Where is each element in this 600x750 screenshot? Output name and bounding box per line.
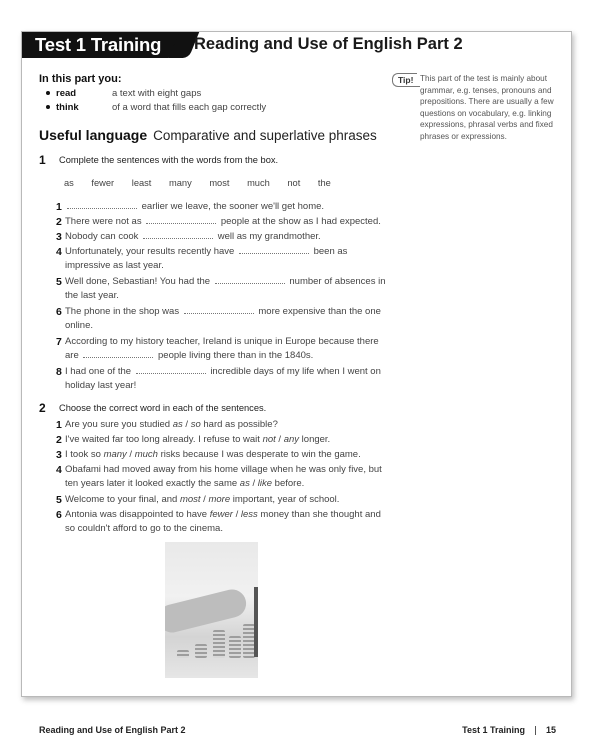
ex1-item: 1 earlier we leave, the sooner we'll get home. bbox=[56, 201, 325, 213]
ex1-item: 4 Unfortunately, your results recently have been as impressive as last year. bbox=[56, 246, 348, 271]
option-1[interactable]: most bbox=[179, 494, 201, 505]
ex1-item: 3 Nobody can cook well as my grandmother. bbox=[56, 231, 321, 243]
ex1-item: 6 The phone in the shop was more expensive than the one online. bbox=[56, 306, 381, 331]
bullet-icon bbox=[46, 91, 50, 95]
option-1[interactable]: fewer bbox=[209, 509, 233, 520]
option-1[interactable]: as bbox=[172, 419, 183, 430]
blank-input[interactable] bbox=[184, 305, 254, 314]
useful-language-heading: Useful language Comparative and superlative phrases bbox=[39, 127, 377, 143]
word-the: the bbox=[317, 178, 331, 188]
footer-page-info: Test 1 Training 15 bbox=[462, 725, 556, 735]
bullet-icon bbox=[46, 105, 50, 109]
option-2[interactable]: like bbox=[257, 478, 273, 489]
option-2[interactable]: more bbox=[208, 494, 231, 505]
blank-input[interactable] bbox=[239, 245, 309, 254]
ex1-item: 8 I had one of the incredible days of my life when I went on holiday last year! bbox=[56, 366, 381, 391]
option-2[interactable]: so bbox=[190, 419, 201, 430]
option-2[interactable]: any bbox=[283, 434, 300, 445]
word-fewer: fewer bbox=[91, 178, 115, 188]
blank-input[interactable] bbox=[83, 349, 153, 358]
page-number: 15 bbox=[545, 725, 556, 735]
option-1[interactable]: as bbox=[239, 478, 250, 489]
blank-input[interactable] bbox=[215, 275, 285, 284]
ex2-item: 2 I've waited far too long already. I refuse to wait not / any longer. bbox=[56, 434, 331, 446]
word-much: much bbox=[247, 178, 270, 188]
ex2-item: 5 Welcome to your final, and most / more important, year of school. bbox=[56, 494, 340, 506]
worksheet-page bbox=[21, 31, 572, 697]
exercise-1-number: 1 bbox=[39, 153, 46, 167]
ex2-item: 6 Antonia was disappointed to have fewer / less money than she thought and so couldn't afford to go to the cinema. bbox=[56, 509, 381, 534]
coins-photo bbox=[165, 542, 258, 678]
ex1-item: 2 There were not as people at the show as I had expected. bbox=[56, 216, 381, 228]
exercise-2-instruction: Choose the correct word in each of the sentences. bbox=[59, 403, 267, 413]
word-least: least bbox=[131, 178, 152, 188]
intro-item-read: read a text with eight gaps bbox=[46, 88, 201, 99]
blank-input[interactable] bbox=[136, 365, 206, 374]
page-title: Reading and Use of English Part 2 bbox=[194, 35, 463, 53]
tip-divider bbox=[406, 86, 420, 87]
option-1[interactable]: not bbox=[262, 434, 276, 445]
exercise-2-number: 2 bbox=[39, 401, 46, 415]
option-2[interactable]: less bbox=[240, 509, 258, 520]
blank-input[interactable] bbox=[67, 200, 137, 209]
blank-input[interactable] bbox=[143, 230, 213, 239]
word-many: many bbox=[168, 178, 192, 188]
footer-separator bbox=[535, 726, 536, 735]
tip-text: This part of the test is mainly about grammar, e.g. tenses, pronouns and prepositions. There are usually a few questions on vocabulary, e.g. linking expressions, phrasal verbs and fixed phrases or expressions. bbox=[420, 74, 554, 141]
word-box bbox=[64, 178, 346, 188]
footer-section-title: Reading and Use of English Part 2 bbox=[39, 725, 186, 735]
header-badge-text: Test 1 Training bbox=[35, 34, 162, 55]
intro-item-think: think of a word that fills each gap correctly bbox=[46, 102, 266, 113]
option-2[interactable]: much bbox=[134, 449, 158, 460]
ex2-item: 3 I took so many / much risks because I was desperate to win the game. bbox=[56, 449, 361, 461]
option-1[interactable]: many bbox=[103, 449, 127, 460]
blank-input[interactable] bbox=[146, 215, 216, 224]
word-as: as bbox=[64, 178, 74, 188]
exercise-1-instruction: Complete the sentences with the words from the box. bbox=[59, 155, 279, 165]
ex2-item: 1 Are you sure you studied as / so hard as possible? bbox=[56, 419, 278, 431]
intro-heading: In this part you: bbox=[39, 73, 122, 85]
ex2-item: 4 Obafami had moved away from his home village when he was only five, but ten years later it looked exactly the same as / like before. bbox=[56, 464, 382, 489]
header-badge bbox=[22, 32, 184, 58]
word-most: most bbox=[209, 178, 230, 188]
tip-badge: Tip! bbox=[392, 73, 417, 87]
word-not: not bbox=[287, 178, 301, 188]
ex1-item: 7 According to my history teacher, Ireland is unique in Europe because there are people living there than in the 1840s. bbox=[56, 336, 379, 361]
ex1-item: 5 Well done, Sebastian! You had the number of absences in the last year. bbox=[56, 276, 386, 301]
